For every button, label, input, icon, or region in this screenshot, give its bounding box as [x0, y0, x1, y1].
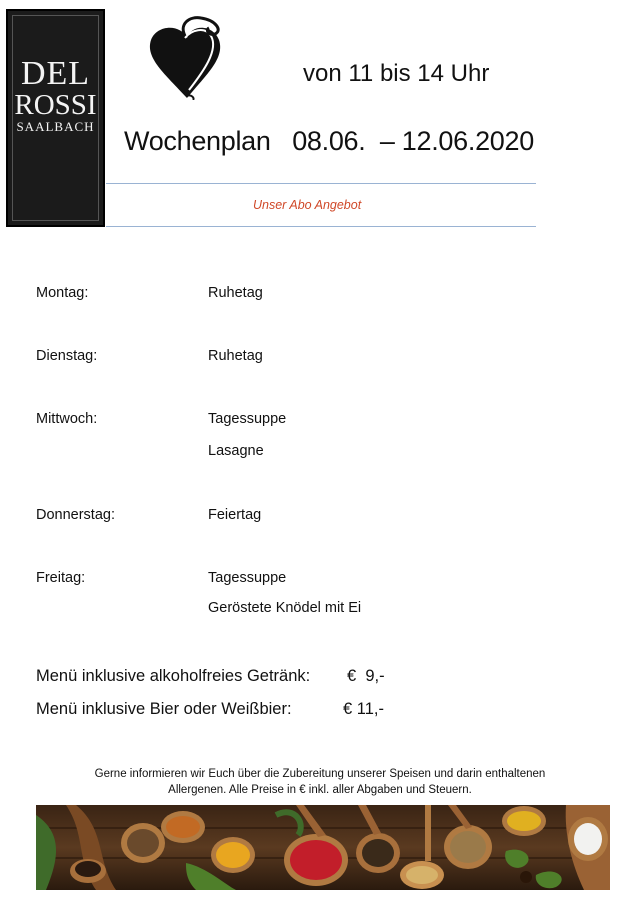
subtitle: Unser Abo Angebot	[253, 198, 362, 212]
dish-item: Ruhetag	[208, 285, 263, 301]
logo-line-3: SAALBACH	[16, 119, 95, 134]
allergen-note-line-2: Allergenen. Alle Preise in € inkl. aller Abgaben und Steuern.	[168, 784, 472, 796]
allergen-note-line-1: Gerne informieren wir Euch über die Zubereitung unserer Speisen und darin enthaltenen	[94, 768, 546, 780]
spices-image	[36, 805, 610, 890]
page-title: Wochenplan 08.06. – 12.06.2020	[124, 126, 534, 156]
dish-item: Lasagne	[208, 443, 264, 459]
price-label: Menü inklusive alkoholfreies Getränk:	[36, 667, 311, 685]
dish-item: Tagessuppe	[208, 411, 287, 427]
price-label: Menü inklusive Bier oder Weißbier:	[36, 700, 292, 718]
logo	[6, 9, 105, 227]
day-label: Dienstag:	[36, 348, 98, 364]
logo-line-1: DEL	[20, 55, 91, 92]
heart-icon	[145, 16, 225, 100]
opening-hours: von 11 bis 14 Uhr	[303, 60, 490, 87]
dish-item: Feiertag	[208, 507, 262, 523]
dish-item: Tagessuppe	[208, 570, 287, 586]
logo-line-2: ROSSI	[14, 89, 97, 121]
allergen-note	[40, 766, 600, 798]
divider-top	[106, 183, 536, 184]
dish-item: Geröstete Knödel mit Ei	[208, 600, 362, 616]
day-label: Montag:	[36, 285, 89, 301]
day-label: Donnerstag:	[36, 507, 115, 523]
day-label: Freitag:	[36, 570, 86, 586]
divider-bottom	[106, 226, 536, 227]
price-value: € 11,-	[343, 700, 384, 718]
dish-item: Ruhetag	[208, 348, 263, 364]
price-value: € 9,-	[347, 667, 385, 685]
day-label: Mittwoch:	[36, 411, 98, 427]
